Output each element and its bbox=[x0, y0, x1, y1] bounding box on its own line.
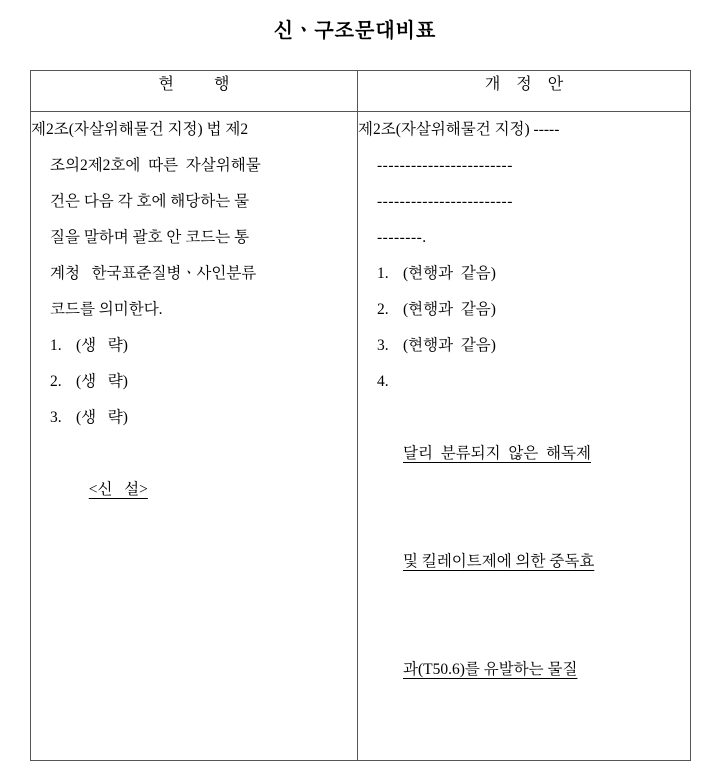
list-item bbox=[31, 400, 357, 436]
table-header-row bbox=[31, 71, 691, 112]
current-paragraph-line-1: 제2조(자살위해물건 지정) 법 제2 bbox=[31, 121, 249, 138]
current-paragraph bbox=[31, 112, 357, 328]
list-item-marker: 2. bbox=[377, 301, 389, 318]
list-item-text-line-2: 및 킬레이트제에 의한 중독효 bbox=[403, 553, 595, 570]
list-item bbox=[31, 364, 357, 400]
current-paragraph-line-2: 조의2제2호에 따른 자살위해물 bbox=[50, 157, 261, 174]
list-item bbox=[358, 328, 690, 364]
list-item bbox=[358, 256, 690, 292]
list-item-text: (생 략) bbox=[76, 409, 128, 426]
list-item bbox=[31, 328, 357, 364]
new-provision-tag-label: <신 설> bbox=[88, 481, 148, 498]
list-item-text: (생 략) bbox=[76, 337, 128, 354]
new-provision-tag bbox=[31, 436, 357, 544]
amendment-paragraph bbox=[358, 112, 690, 256]
current-paragraph-line-4: 질을 말하며 괄호 안 코드는 통 bbox=[50, 229, 250, 246]
column-header-amendment bbox=[358, 71, 691, 112]
list-item bbox=[358, 292, 690, 328]
column-header-current bbox=[31, 71, 358, 112]
current-paragraph-line-3: 건은 다음 각 호에 해당하는 물 bbox=[50, 193, 250, 210]
page-title: 신ㆍ구조문대비표 bbox=[273, 20, 437, 42]
list-item-text: (현행과 같음) bbox=[403, 301, 496, 318]
list-item-text-line-1: 달리 분류되지 않은 해독제 bbox=[403, 445, 591, 462]
current-paragraph-line-5: 계청 한국표준질병ㆍ사인분류 bbox=[50, 265, 257, 282]
cell-current-provision bbox=[31, 112, 358, 761]
current-item-list bbox=[31, 328, 357, 436]
cell-amendment-provision bbox=[358, 112, 691, 761]
list-item-text: (현행과 같음) bbox=[403, 265, 496, 282]
list-item-text-line-3: 과(T50.6)를 유발하는 물질 bbox=[403, 661, 578, 678]
table-row bbox=[31, 112, 691, 761]
list-item-marker: 2. bbox=[50, 373, 62, 390]
amendment-paragraph-line-1: 제2조(자살위해물건 지정) ----- bbox=[358, 121, 560, 138]
amendment-paragraph-line-3: ------------------------ bbox=[377, 193, 513, 210]
list-item-text bbox=[403, 364, 690, 760]
amendment-item-list bbox=[358, 256, 690, 760]
column-header-current-label: 현 행 bbox=[158, 76, 230, 93]
list-item-marker: 3. bbox=[377, 337, 389, 354]
current-paragraph-line-6: 코드를 의미한다. bbox=[50, 301, 163, 318]
list-item-text: (현행과 같음) bbox=[403, 337, 496, 354]
amendment-paragraph-line-2: ------------------------ bbox=[377, 157, 513, 174]
list-item-marker: 1. bbox=[50, 337, 62, 354]
table-body bbox=[31, 112, 691, 761]
amendment-paragraph-line-4: --------. bbox=[377, 229, 427, 246]
list-item-marker: 4. bbox=[377, 373, 389, 390]
list-item-marker: 3. bbox=[50, 409, 62, 426]
list-item bbox=[358, 364, 690, 760]
list-item-text: (생 략) bbox=[76, 373, 128, 390]
list-item-marker: 1. bbox=[377, 265, 389, 282]
comparison-table bbox=[30, 70, 691, 761]
column-header-amendment-label: 개 정 안 bbox=[484, 76, 564, 93]
